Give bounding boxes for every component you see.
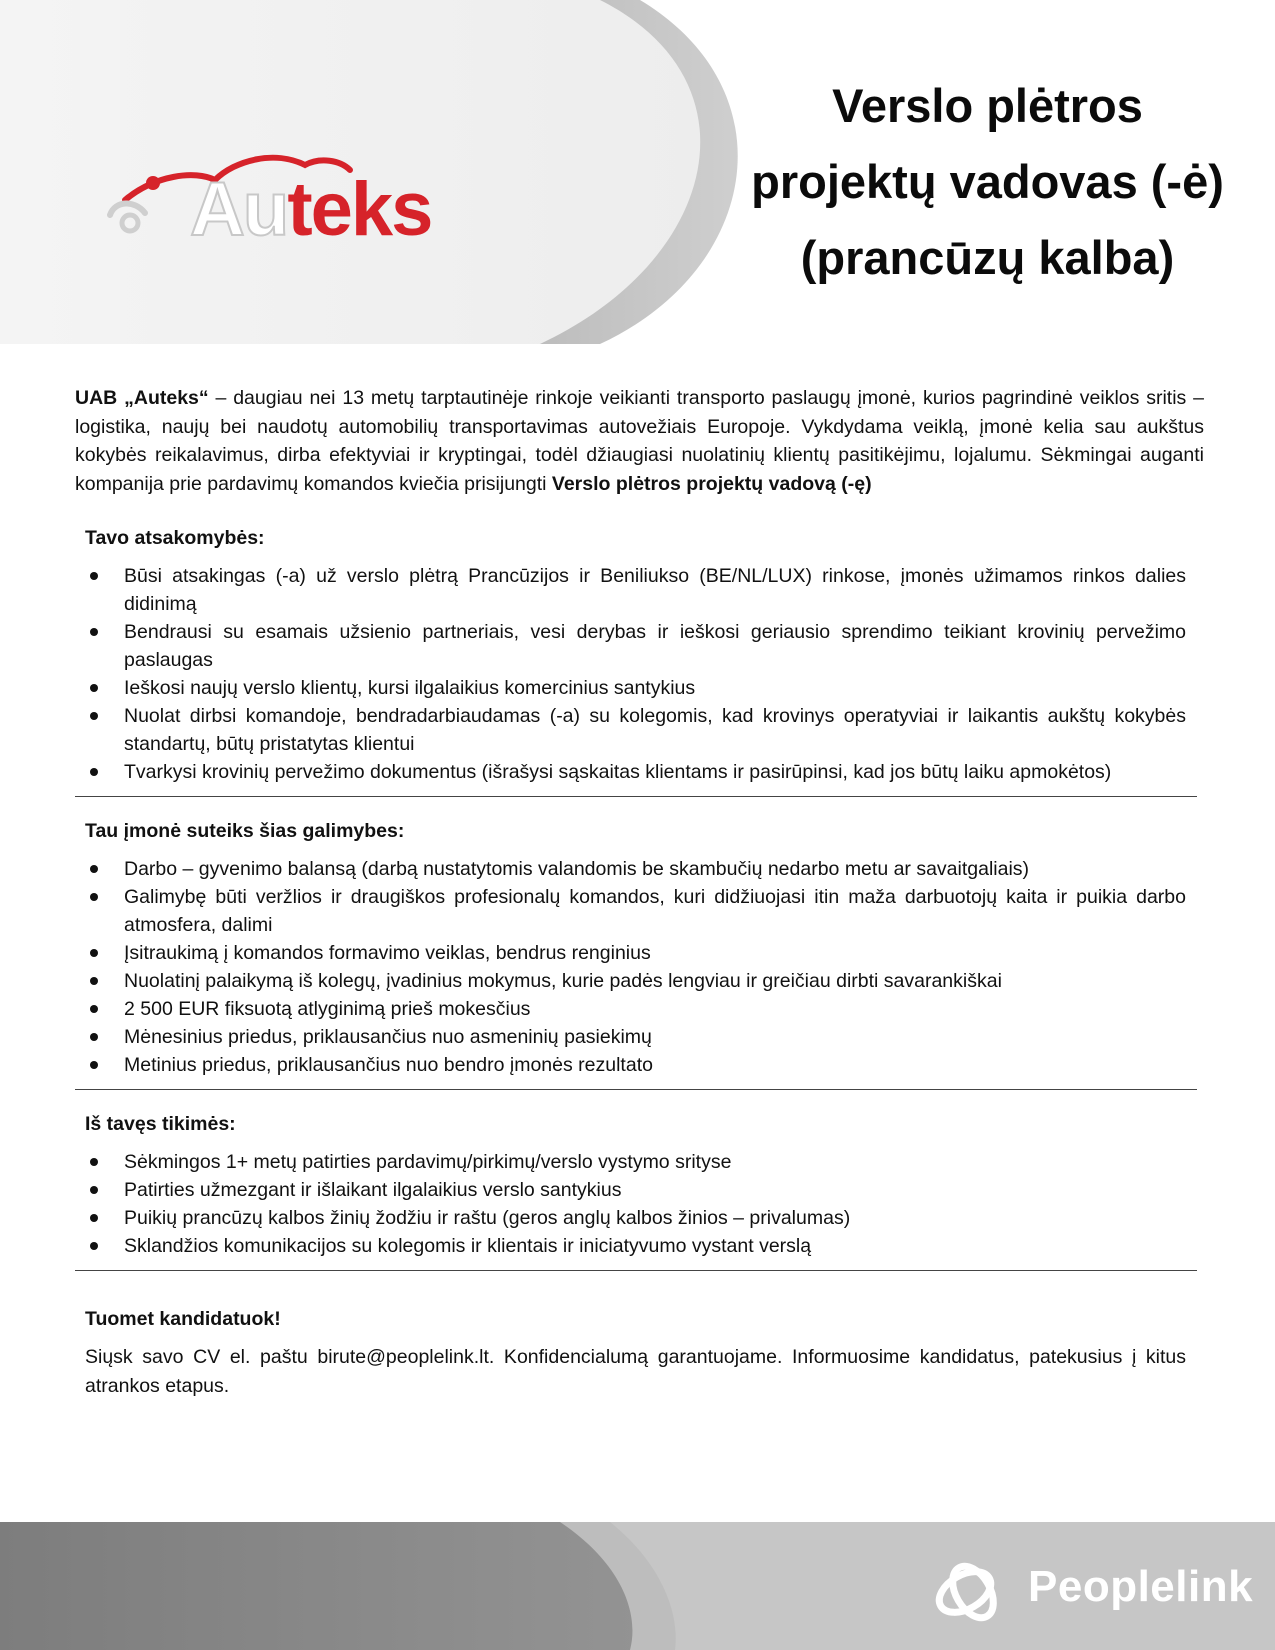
bullet-icon [90,1158,98,1166]
list-item: Puikių prancūzų kalbos žinių žodžiu ir raštu (geros anglų kalbos žinios – privalumas) [75,1204,1186,1232]
expectations-list [75,1148,1204,1260]
list-item: Būsi atsakingas (-a) už verslo plėtrą Prancūzijos ir Beniliukso (BE/NL/LUX) rinkose, įmonės užimamos rinkos dalies didinimą [75,562,1186,618]
logo-text-au: Au [190,167,288,252]
bullet-icon [90,893,98,901]
bullet-icon [90,1033,98,1041]
expectations-title: Iš tavęs tikimės: [85,1113,236,1135]
bullet-icon [90,628,98,636]
auteks-logo [105,145,485,255]
page-title [700,68,1275,296]
cta-title: Tuomet kandidatuok! [85,1308,281,1330]
bullet-icon [90,684,98,692]
intro-paragraph [75,384,1204,498]
list-item: Mėnesinius priedus, priklausančius nuo asmeninių pasiekimų [75,1023,1186,1051]
bullet-icon [90,1005,98,1013]
list-item: Ieškosi naujų verslo klientų, kursi ilgalaikius komercinius santykius [75,674,1186,702]
bullet-icon [90,865,98,873]
list-item: Tvarkysi krovinių pervežimo dokumentus (išrašysi sąskaitas klientams ir pasirūpinsi, kad jos būtų laiku apmokėtos) [75,758,1186,786]
responsibilities-list [75,562,1204,786]
bullet-icon [90,572,98,580]
logo-text-teks: teks [287,167,432,252]
intro-text: – daugiau nei 13 metų tarptautinėje rinkoje veikianti transporto paslaugų įmonė, kurios pagrindinė veiklos sritis – logistika, naujų bei naudotų automobilių transportavimas autovežiais Europoje. Vykdydama veiklą, įmonė kelia sau aukštus kokybės reikalavimus, dirba efektyviai ir kryptingai, todėl džiaugiasi nuolatinių klientų pasitikėjimu, lojalumu. Sėkmingai auganti kompanija prie pardavimų komandos kviečia prisijungti [75,387,1205,495]
list-item: Bendrausi su esamais užsienio partneriais, vesi derybas ir ieškosi geriausio sprendimo teikiant krovinių pervežimo paslaugas [75,618,1186,674]
list-item: Nuolat dirbsi komandoje, bendradarbiaudamas (-a) su kolegomis, kad krovinys operatyviai ir laikantis aukštų kokybės standartų, būtų pristatytas klientui [75,702,1186,758]
bullet-icon [90,768,98,776]
header-banner [0,0,1275,344]
benefits-title: Tau įmonė suteiks šias galimybes: [85,820,405,842]
bullet-icon [90,977,98,985]
company-name: UAB „Auteks“ [75,387,209,409]
cta-text: Siųsk savo CV el. paštu birute@peoplelink.lt. Konfidencialumą garantuojame. Informuosime kandidatus, patekusius į kitus atrankos etapus. [85,1346,1186,1397]
list-item: Galimybę būti veržlios ir draugiškos profesionalų komandos, kuri didžiuojasi itin maža darbuotojų kaita ir puikia darbo atmosfera, dalimi [75,883,1186,939]
peoplelink-brand-text: Peoplelink [1028,1562,1254,1611]
list-item: Sklandžios komunikacijos su kolegomis ir klientais ir iniciatyvumo vystant verslą [75,1232,1186,1260]
list-item: Patirties užmezgant ir išlaikant ilgalaikius verslo santykius [75,1176,1186,1204]
job-description [75,384,1204,1400]
responsibilities-title: Tavo atsakomybės: [85,527,265,549]
title-line-3: (prancūzų kalba) [800,231,1175,284]
title-line-1: Verslo plėtros [832,79,1143,132]
list-item: 2 500 EUR fiksuotą atlyginimą prieš mokesčius [75,995,1186,1023]
bullet-icon [90,712,98,720]
bullet-icon [90,1242,98,1250]
footer-banner [0,1522,1275,1650]
list-item: Sėkmingos 1+ metų patirties pardavimų/pirkimų/verslo vystymo srityse [75,1148,1186,1176]
title-line-2: projektų vadovas (-ė) [751,155,1224,208]
list-item: Darbo – gyvenimo balansą (darbą nustatytomis valandomis be skambučių nedarbo metu ar savaitgaliais) [75,855,1186,883]
bullet-icon [90,1214,98,1222]
position-name: Verslo plėtros projektų vadovą (-ę) [551,472,872,495]
list-item: Metinius priedus, priklausančius nuo bendro įmonės rezultato [75,1051,1186,1079]
bullet-icon [90,949,98,957]
list-item: Įsitraukimą į komandos formavimo veiklas, bendrus renginius [75,939,1186,967]
bullet-icon [90,1186,98,1194]
benefits-list [75,855,1204,1079]
peoplelink-logo-icon [925,1552,1025,1632]
list-item: Nuolatinį palaikymą iš kolegų, įvadinius mokymus, kurie padės lengviau ir greičiau dirbti savarankiškai [75,967,1186,995]
bullet-icon [90,1061,98,1069]
